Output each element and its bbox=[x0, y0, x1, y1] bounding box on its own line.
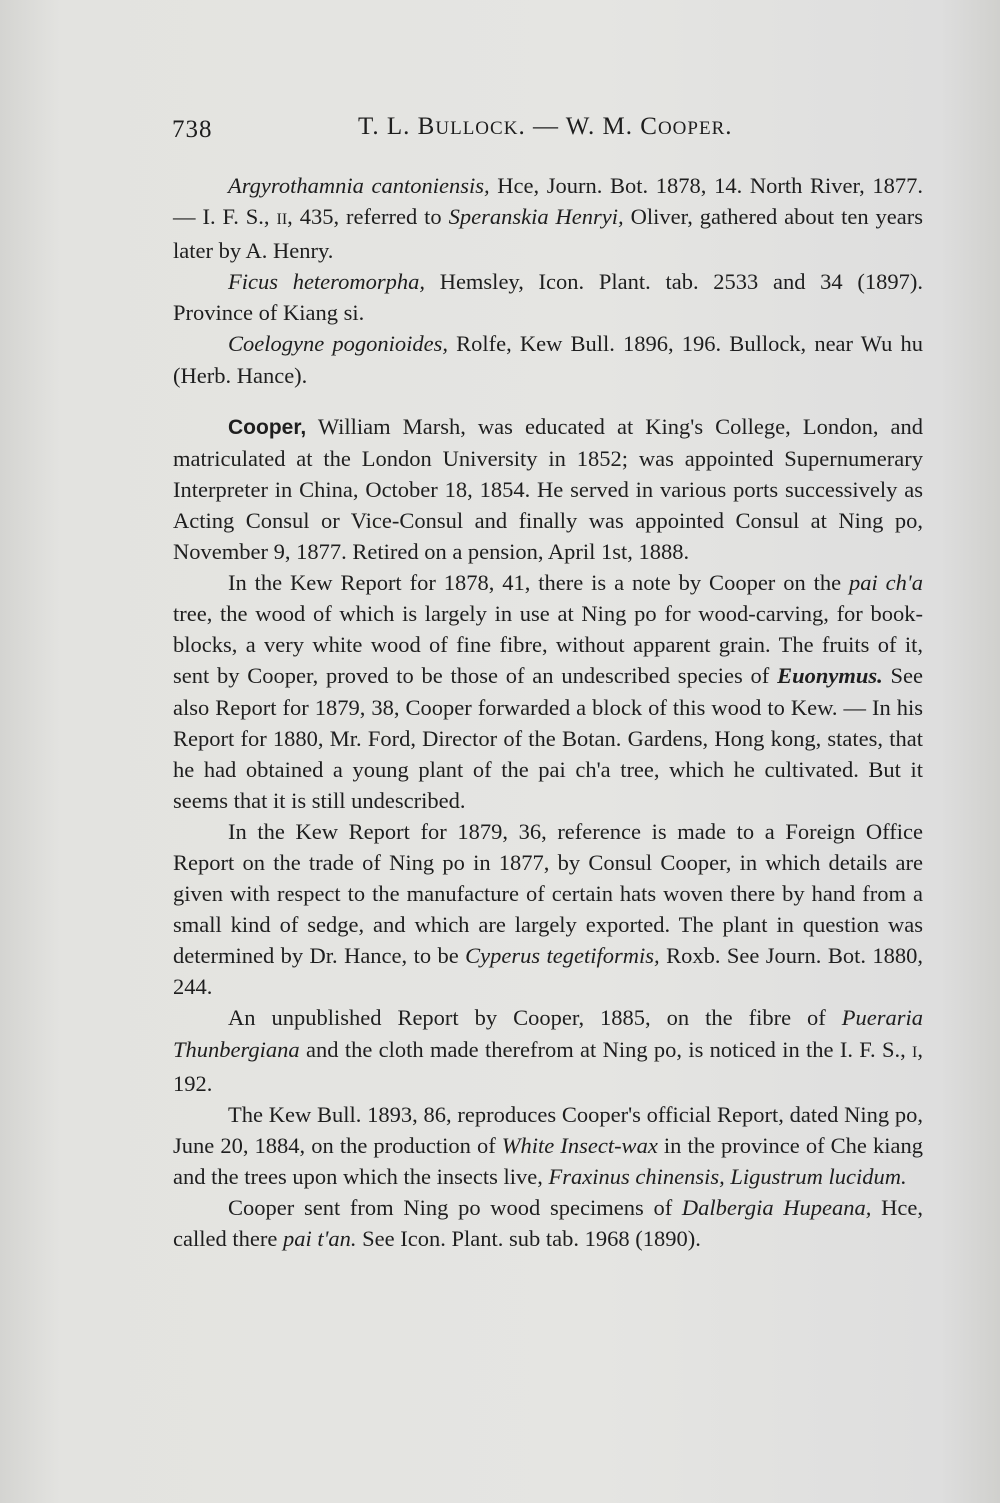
taxon-name: Fraxinus chinensis, Ligustrum lucidum. bbox=[548, 1163, 907, 1189]
paragraph-text: Roxb. See Journ. Bot. 1880, 244. bbox=[173, 943, 923, 1000]
entry-ficus bbox=[173, 266, 923, 328]
entry-text: Hemsley, Icon. Plant. tab. 2533 and 34 (1897). Province of Kiang si. bbox=[173, 269, 924, 326]
italic-term: White Insect-wax bbox=[501, 1132, 658, 1158]
volume-numeral: I bbox=[912, 1043, 918, 1061]
paragraph-text: and the cloth made therefrom at Ning po, is noticed in the I. F. S., bbox=[299, 1036, 913, 1062]
paragraph-text: William Marsh, was educated at King's College, London, and matriculated at the London University in 1852; was appointed Supernumerary Interpreter in China, October 18, 1854. He served in various ports successively as Acting Consul or Vice-Consul and finally was appointed Consul at Ning po, November 9, 1877. Retired on a pension, April 1st, 1888. bbox=[173, 413, 923, 565]
entry-text: , 435, referred to bbox=[287, 204, 449, 230]
paragraph-text: An unpublished Report by Cooper, 1885, on the fibre of bbox=[228, 1005, 842, 1031]
paragraph-text: See also Report for 1879, 38, Cooper forwarded a block of this wood to Kew. — In his Report for 1880, Mr. Ford, Director of the Botan. Gardens, Hong kong, states, that he had obtained a young plant of the pai ch'a tree, which he cultivated. But it seems that it is still undescribed. bbox=[173, 663, 923, 813]
paragraph-text: In the Kew Report for 1878, 41, there is a note by Cooper on the bbox=[228, 570, 850, 596]
paragraph-text: The Kew Bull. 1893, 86, reproduces Cooper's official Report, dated Ning po, June 20, 1884, on the production of bbox=[173, 1101, 923, 1158]
taxon-name: Speranskia Henryi, bbox=[448, 204, 624, 230]
entry-coelogyne bbox=[173, 328, 923, 390]
taxon-name: Dalbergia Hupeana, bbox=[681, 1195, 872, 1220]
paragraph-text: tree, the wood of which is largely in use at Ning po for wood-carving, for book-blocks, a very white wood of fine fibre, without apparent grain. The fruits of it, sent by Cooper, proved to be those of an undescribed species of bbox=[173, 601, 923, 689]
author1-smallcaps: ULLOCK bbox=[435, 118, 519, 139]
entry-argyrothamnia bbox=[173, 170, 923, 266]
body-text bbox=[173, 170, 923, 1254]
paragraph-text: in the province of Che kiang and the trees upon which the insects live, bbox=[173, 1132, 923, 1189]
cooper-intro bbox=[173, 411, 923, 567]
taxon-name: Ficus heteromorpha, bbox=[228, 269, 425, 295]
taxon-name: Pueraria Thunbergiana bbox=[173, 1005, 923, 1062]
entry-text: Rolfe, Kew Bull. 1896, 196. Bullock, near Wu hu (Herb. Hance). bbox=[173, 331, 923, 388]
author2-smallcaps: OOPER bbox=[657, 118, 726, 139]
head-end: . bbox=[725, 113, 733, 140]
author1: T. L. B bbox=[358, 113, 436, 140]
volume-numeral: II bbox=[276, 211, 288, 229]
paragraph-pai-cha bbox=[173, 567, 923, 816]
italic-term: pai t'an. bbox=[282, 1226, 357, 1252]
paragraph-text: , 192. bbox=[173, 1036, 923, 1096]
paragraph-text: Hce, called there bbox=[173, 1195, 923, 1252]
head-separator: . — W. M. C bbox=[518, 113, 658, 140]
taxon-name: Euonymus. bbox=[777, 663, 883, 689]
taxon-name: Cyperus tegetiformis, bbox=[465, 943, 660, 969]
italic-term: pai ch'a bbox=[849, 570, 923, 596]
paragraph-cyperus bbox=[173, 816, 923, 1003]
page-number: 738 bbox=[172, 116, 213, 143]
biography-name: Cooper, bbox=[228, 415, 307, 439]
taxon-name: Coelogyne pogonioides, bbox=[228, 331, 448, 357]
running-head bbox=[358, 113, 733, 141]
paragraph-text: Cooper sent from Ning po wood specimens of bbox=[228, 1195, 682, 1220]
paragraph-text: In the Kew Report for 1879, 36, reference is made to a Foreign Office Report on the trade of Ning po in 1877, by Consul Cooper, in which details are given with respect to the manufacture of certain hats woven there by hand from a small kind of sedge, and which are largely exported. The plant in question was determined by Dr. Hance, to be bbox=[173, 818, 923, 969]
taxon-name: Argyrothamnia cantoniensis, bbox=[228, 173, 490, 198]
paragraph-dalbergia bbox=[173, 1192, 923, 1254]
entry-text: Hce, Journ. Bot. 1878, 14. North River, 1877. — I. F. S., bbox=[173, 173, 923, 230]
paragraph-insect-wax bbox=[173, 1099, 923, 1192]
paragraph-text: See Icon. Plant. sub tab. 1968 (1890). bbox=[356, 1226, 701, 1252]
entry-text: Oliver, gathered about ten years later by A. Henry. bbox=[173, 204, 924, 264]
paragraph-pueraria bbox=[173, 1002, 923, 1098]
